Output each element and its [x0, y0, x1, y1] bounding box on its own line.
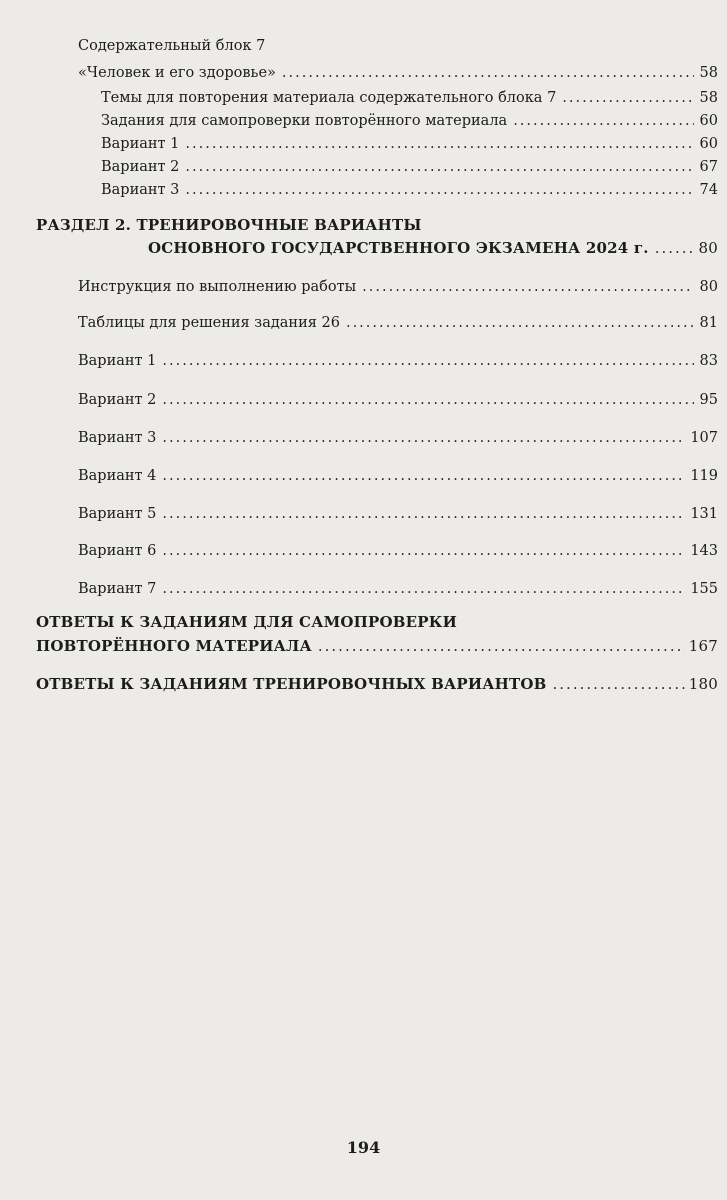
toc-entry-page: 67	[699, 159, 718, 175]
toc-entry-page: 143	[690, 543, 718, 559]
toc-entry-page: 81	[699, 315, 718, 331]
toc-entry-page: 167	[688, 637, 718, 655]
answers-training-title: ОТВЕТЫ К ЗАДАНИЯМ ТРЕНИРОВОЧНЫХ ВАРИАНТОВ	[36, 675, 547, 693]
section2-title-line1: РАЗДЕЛ 2. ТРЕНИРОВОЧНЫЕ ВАРИАНТЫ	[36, 216, 422, 234]
toc-entry-section2	[148, 239, 718, 257]
toc-entry-page: 119	[690, 468, 718, 484]
toc-entry	[101, 135, 718, 153]
toc-entry	[101, 89, 718, 107]
toc-entry-label: Вариант 2	[78, 392, 157, 408]
leader-dots	[162, 542, 686, 560]
section2-title-line2: ОСНОВНОГО ГОСУДАРСТВЕННОГО ЭКЗАМЕНА 2024 г.	[148, 239, 649, 257]
leader-dots	[318, 637, 685, 655]
leader-dots	[553, 675, 685, 693]
toc-entry	[78, 580, 718, 598]
toc-entry-block7-title	[78, 64, 718, 82]
toc-entry-label: Вариант 6	[78, 543, 157, 559]
leader-dots	[562, 89, 694, 107]
toc-entry-label: Вариант 3	[101, 182, 180, 198]
toc-entry-label: Темы для повторения материала содержательного блока 7	[101, 90, 557, 106]
leader-dots	[162, 429, 686, 447]
toc-entry-page: 80	[698, 239, 718, 257]
toc-entry-page: 74	[699, 182, 718, 198]
toc-entry-label: Вариант 4	[78, 468, 157, 484]
leader-dots	[162, 391, 694, 409]
toc-entry	[78, 505, 718, 523]
leader-dots	[655, 239, 694, 257]
toc-entry-page: 80	[699, 279, 718, 295]
toc-entry-label: Вариант 1	[78, 353, 157, 369]
toc-entry-page: 131	[690, 506, 718, 522]
toc-entry-label: Инструкция по выполнению работы	[78, 279, 357, 295]
toc-entry	[78, 542, 718, 560]
toc-entry	[78, 391, 718, 409]
toc-entry-label: Задания для самопроверки повторённого материала	[101, 113, 508, 129]
leader-dots	[162, 467, 686, 485]
toc-entry-answers-self	[36, 637, 718, 655]
leader-dots	[162, 352, 694, 370]
toc-entry-label: «Человек и его здоровье»	[78, 65, 276, 81]
toc-entry	[101, 158, 718, 176]
toc-entry	[78, 314, 718, 332]
leader-dots	[162, 505, 686, 523]
answers-self-title-line1: ОТВЕТЫ К ЗАДАНИЯМ ДЛЯ САМОПРОВЕРКИ	[36, 613, 457, 631]
toc-entry-page: 60	[699, 113, 718, 129]
toc-entry	[101, 112, 718, 130]
toc-entry-label: Вариант 7	[78, 581, 157, 597]
block7-heading: Содержательный блок 7	[78, 38, 266, 54]
toc-entry-label: Таблицы для решения задания 26	[78, 315, 340, 331]
toc-entry-page: 58	[699, 90, 718, 106]
toc-entry	[101, 181, 718, 199]
toc-entry-answers-training	[36, 675, 718, 693]
leader-dots	[362, 278, 694, 296]
toc-entry-label: Вариант 5	[78, 506, 157, 522]
toc-entry	[78, 467, 718, 485]
page-number: 194	[346, 1138, 381, 1157]
leader-dots	[185, 181, 694, 199]
toc-entry-page: 83	[699, 353, 718, 369]
toc-entry-page: 180	[688, 675, 718, 693]
toc-entry-label: Вариант 3	[78, 430, 157, 446]
toc-entry-page: 58	[699, 65, 718, 81]
toc-entry-label: Вариант 2	[101, 159, 180, 175]
toc-entry	[78, 278, 718, 296]
toc-entry-page: 95	[699, 392, 718, 408]
toc-entry-page: 60	[699, 136, 718, 152]
leader-dots	[513, 112, 694, 130]
toc-entry	[78, 352, 718, 370]
answers-self-title-line2: ПОВТОРЁННОГО МАТЕРИАЛА	[36, 637, 312, 655]
leader-dots	[185, 135, 694, 153]
leader-dots	[282, 64, 694, 82]
toc-entry-label: Вариант 1	[101, 136, 180, 152]
toc-entry	[78, 429, 718, 447]
leader-dots	[162, 580, 686, 598]
leader-dots	[346, 314, 694, 332]
leader-dots	[185, 158, 694, 176]
toc-entry-page: 107	[690, 430, 718, 446]
toc-entry-page: 155	[690, 581, 718, 597]
